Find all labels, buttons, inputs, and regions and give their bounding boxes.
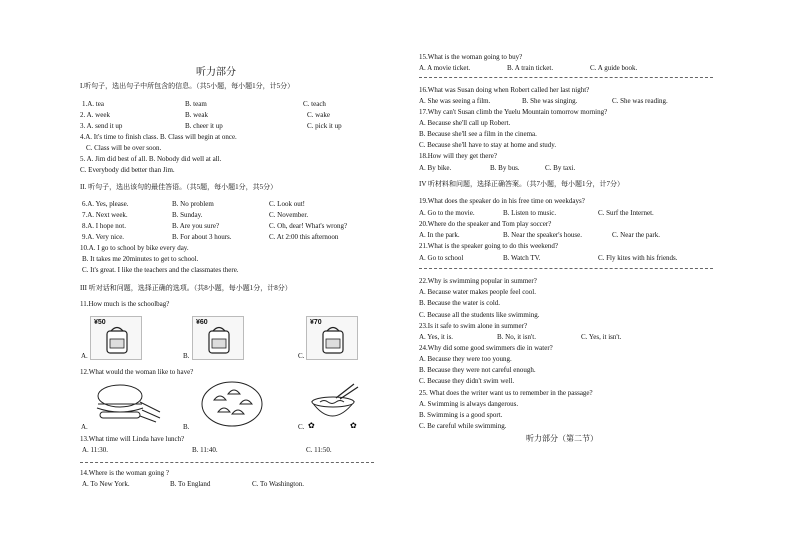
q25-question: 25. What does the writer want us to remember in the passage? xyxy=(419,389,593,397)
q20-question: 20.Where do the speaker and Tom play soccer? xyxy=(419,220,552,228)
q8-option-b: B. Are you sure? xyxy=(172,222,220,230)
dumplings-icon xyxy=(200,380,264,428)
q4-option-c: C. Class will be over soon. xyxy=(86,144,162,152)
q13-question: 13.What time will Linda have lunch? xyxy=(80,435,185,443)
q12-label-b: B. xyxy=(183,423,190,431)
q2-option-a: 2. A. week xyxy=(80,111,110,119)
schoolbag-icon xyxy=(91,317,141,359)
q3-option-a: 3. A. send it up xyxy=(80,122,123,130)
q18-option-b: B. By bus. xyxy=(490,164,520,172)
q19-option-a: A. Go to the movie. xyxy=(419,209,475,217)
q3-option-b: B. cheer it up xyxy=(185,122,223,130)
q13-option-b: B. 11:40. xyxy=(192,446,218,454)
q6-option-c: C. Look out! xyxy=(269,200,305,208)
section-footer-title: 听力部分（第二节） xyxy=(526,434,598,443)
hamburger-icon xyxy=(90,380,166,426)
schoolbag-icon xyxy=(307,317,357,359)
q19-question: 19.What does the speaker do in his free time on weekdays? xyxy=(419,197,585,205)
q10-option-c: C. It's great. I like the teachers and the classmates there. xyxy=(82,266,239,274)
q15-question: 15.What is the woman going to buy? xyxy=(419,53,523,61)
q9-option-a: 9.A. Very nice. xyxy=(82,233,125,241)
q17-question: 17.Why can't Susan climb the Yuelu Mountain tomorrow morning? xyxy=(419,108,608,116)
q1-option-b: B. team xyxy=(185,100,207,108)
q16-option-c: C. She was reading. xyxy=(612,97,668,105)
svg-text:✿: ✿ xyxy=(308,421,315,430)
q11-label-c: C. xyxy=(298,352,305,360)
schoolbag-icon xyxy=(193,317,243,359)
q10-option-a: 10.A. I go to school by bike every day. xyxy=(80,244,189,252)
q23-option-b: B. No, it isn't. xyxy=(497,333,536,341)
page-title: 听力部分 xyxy=(196,67,236,78)
q15-option-b: B. A train ticket. xyxy=(507,64,554,72)
schoolbag-image-a xyxy=(90,316,142,360)
q25-option-c: C. Be careful while swimming. xyxy=(419,422,507,430)
divider xyxy=(419,77,713,78)
q2-option-c: C. wake xyxy=(307,111,330,119)
q21-question: 21.What is the speaker going to do this weekend? xyxy=(419,242,558,250)
q16-option-b: B. She was singing. xyxy=(522,97,578,105)
q25-option-a: A. Swimming is always dangerous. xyxy=(419,400,519,408)
section-2-heading: II. 听句子，选出该句的最佳答语。（共5题，每小题1分，共5分） xyxy=(80,183,278,191)
q22-option-c: C. Because all the students like swimming. xyxy=(419,311,540,319)
q23-question: 23.Is it safe to swim alone in summer? xyxy=(419,322,528,330)
q24-option-c: C. Because they didn't swim well. xyxy=(419,377,515,385)
q14-option-a: A. To New York. xyxy=(82,480,130,488)
q22-option-b: B. Because the water is cold. xyxy=(419,299,501,307)
q18-option-c: C. By taxi. xyxy=(545,164,576,172)
price-label-c: ¥70 xyxy=(310,319,322,326)
q14-option-b: B. To England xyxy=(170,480,211,488)
q16-question: 16.What was Susan doing when Robert called her last night? xyxy=(419,86,590,94)
q24-option-a: A. Because they were too young. xyxy=(419,355,512,363)
q23-option-c: C. Yes, it isn't. xyxy=(581,333,622,341)
q21-option-b: B. Watch TV. xyxy=(503,254,541,262)
q14-question: 14.Where is the woman going ? xyxy=(80,469,170,477)
q19-option-c: C. Surf the Internet. xyxy=(598,209,654,217)
q22-option-a: A. Because water makes people feel cool. xyxy=(419,288,537,296)
q7-option-b: B. Sunday. xyxy=(172,211,203,219)
q8-option-a: 8.A. I hope not. xyxy=(82,222,126,230)
q21-option-a: A. Go to school xyxy=(419,254,464,262)
q11-label-b: B. xyxy=(183,352,190,360)
q14-option-c: C. To Washington. xyxy=(252,480,304,488)
q13-option-a: A. 11:30. xyxy=(82,446,108,454)
q8-option-c: C. Oh, dear! What's wrong? xyxy=(269,222,348,230)
q1-option-c: C. teach xyxy=(303,100,326,108)
noodles-bowl-icon xyxy=(306,382,360,430)
q1-option-a: 1.A. tea xyxy=(82,100,104,108)
q25-option-b: B. Swimming is a good sport. xyxy=(419,411,503,419)
q13-option-c: C. 11:50. xyxy=(306,446,332,454)
q20-option-b: B. Near the speaker's house. xyxy=(503,231,583,239)
q17-option-b: B. Because she'll see a film in the cinema. xyxy=(419,130,537,138)
q5-option-c: C. Everybody did better than Jim. xyxy=(80,166,175,174)
q17-option-c: C. Because she'll have to stay at home and study. xyxy=(419,141,557,149)
q12-label-c: C. xyxy=(298,423,305,431)
q7-option-a: 7.A. Next week. xyxy=(82,211,128,219)
q6-option-b: B. No problem xyxy=(172,200,214,208)
q12-question: 12.What would the woman like to have? xyxy=(80,368,194,376)
q12-label-a: A. xyxy=(81,423,88,431)
q3-option-c: C. pick it up xyxy=(307,122,342,130)
q17-option-a: A. Because she'll call up Robert. xyxy=(419,119,511,127)
q20-option-a: A. In the park. xyxy=(419,231,460,239)
q24-option-b: B. Because they were not careful enough. xyxy=(419,366,536,374)
q19-option-b: B. Listen to music. xyxy=(503,209,557,217)
q7-option-c: C. November. xyxy=(269,211,309,219)
svg-text:✿: ✿ xyxy=(350,421,357,430)
q9-option-b: B. For about 3 hours. xyxy=(172,233,232,241)
q4-options-ab: 4.A. It's time to finish class. B. Class will begin at once. xyxy=(80,133,237,141)
q5-options-ab: 5. A. Jim did best of all. B. Nobody did well at all. xyxy=(80,155,222,163)
section-4-heading: IV 听材料和问题，选择正确答案。（共7小题，每小题1分，计7分） xyxy=(419,180,625,188)
price-label-a: ¥50 xyxy=(94,319,106,326)
section-3-heading: III 听对话和问题，选择正确的选项。（共8小题，每小题1分，计8分） xyxy=(80,284,292,292)
q20-option-c: C. Near the park. xyxy=(612,231,661,239)
q18-option-a: A. By bike. xyxy=(419,164,452,172)
q11-question: 11.How much is the schoolbag? xyxy=(80,300,170,308)
q16-option-a: A. She was seeing a film. xyxy=(419,97,491,105)
q18-question: 18.How will they get there? xyxy=(419,152,497,160)
q10-option-b: B. It takes me 20minutes to get to school. xyxy=(82,255,199,263)
q15-option-a: A. A movie ticket. xyxy=(419,64,471,72)
divider xyxy=(80,462,374,463)
q22-question: 22.Why is swimming popular in summer? xyxy=(419,277,537,285)
price-label-b: ¥60 xyxy=(196,319,208,326)
q6-option-a: 6.A. Yes, please. xyxy=(82,200,129,208)
schoolbag-image-c xyxy=(306,316,358,360)
q24-question: 24.Why did some good swimmers die in water? xyxy=(419,344,553,352)
divider xyxy=(419,268,713,269)
section-1-heading: I.听句子，选出句子中所包含的信息。（共5小题，每小题1分，计5分） xyxy=(80,82,295,90)
q23-option-a: A. Yes, it is. xyxy=(419,333,454,341)
q2-option-b: B. weak xyxy=(185,111,208,119)
q9-option-c: C. At 2:00 this afternoon xyxy=(269,233,339,241)
q21-option-c: C. Fly kites with his friends. xyxy=(598,254,678,262)
q15-option-c: C. A guide book. xyxy=(590,64,638,72)
q11-label-a: A. xyxy=(81,352,88,360)
schoolbag-image-b xyxy=(192,316,244,360)
